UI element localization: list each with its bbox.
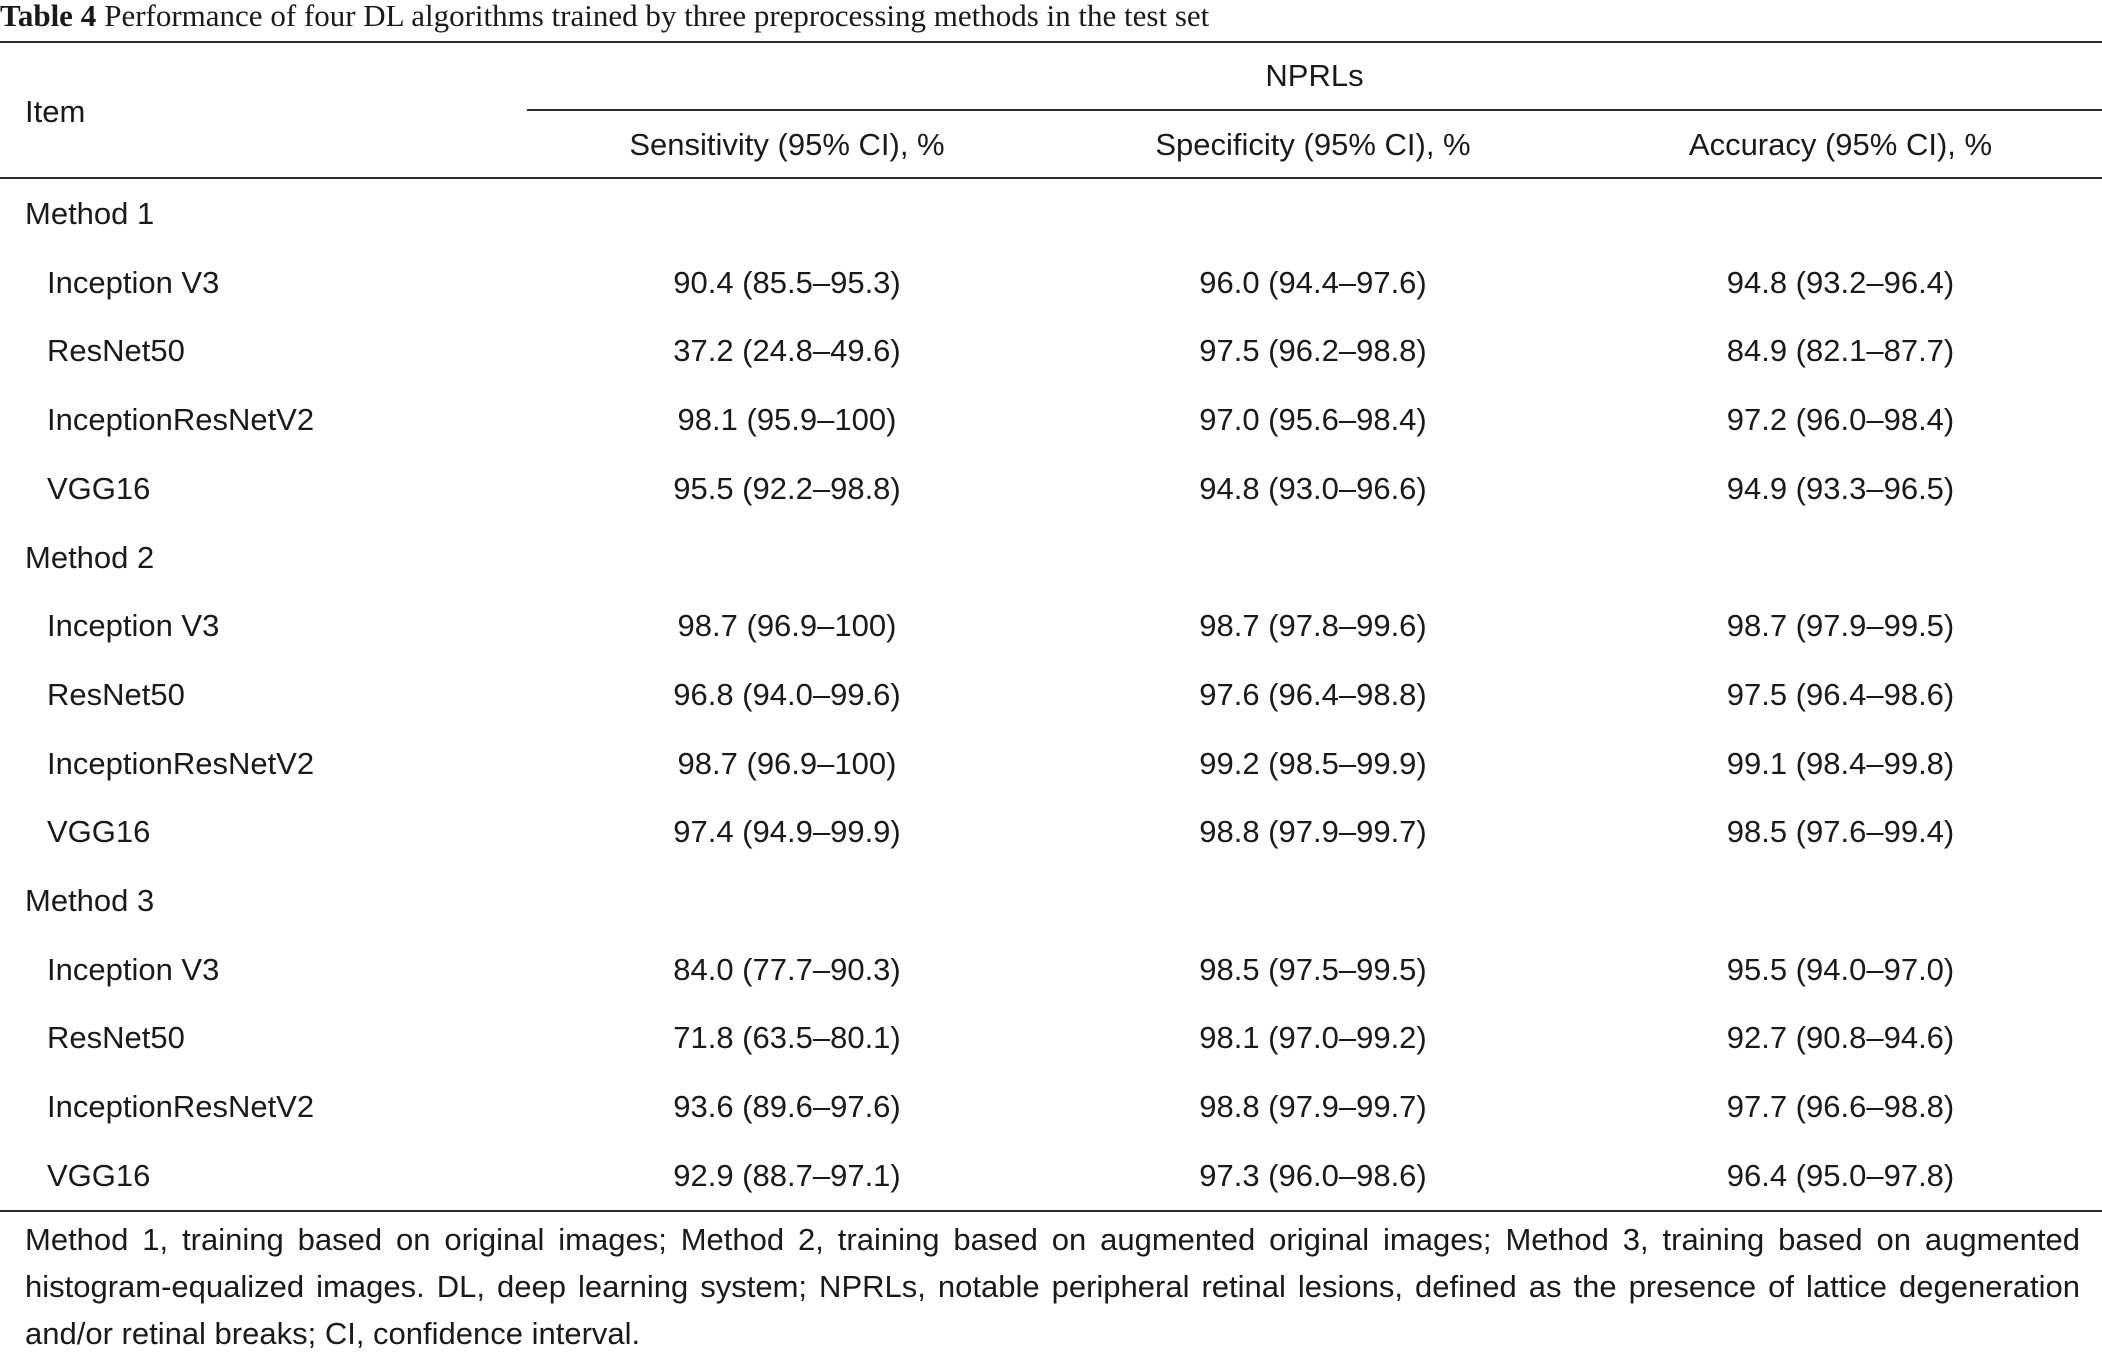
accuracy-cell: 94.8 (93.2–96.4) bbox=[1726, 265, 1955, 300]
model-row-label: ResNet50 bbox=[47, 333, 185, 368]
table-bottom-rule bbox=[0, 1210, 2102, 1212]
specificity-cell: 98.7 (97.8–99.6) bbox=[1199, 608, 1427, 643]
sensitivity-cell: 90.4 (85.5–95.3) bbox=[673, 265, 901, 300]
method-group-label: Method 2 bbox=[25, 540, 155, 575]
specificity-cell: 94.8 (93.0–96.6) bbox=[1199, 471, 1427, 506]
model-row-label: VGG16 bbox=[47, 814, 151, 849]
sensitivity-cell: 95.5 (92.2–98.8) bbox=[673, 471, 901, 506]
specificity-cell: 96.0 (94.4–97.6) bbox=[1199, 265, 1427, 300]
method-group-label: Method 3 bbox=[25, 883, 155, 918]
sensitivity-column-header: Sensitivity (95% CI), % bbox=[629, 127, 945, 162]
specificity-cell: 97.5 (96.2–98.8) bbox=[1199, 333, 1427, 368]
model-row-label: VGG16 bbox=[47, 1158, 151, 1193]
sensitivity-cell: 98.7 (96.9–100) bbox=[677, 608, 897, 643]
sensitivity-cell: 98.7 (96.9–100) bbox=[677, 746, 897, 781]
model-row-label: ResNet50 bbox=[47, 677, 185, 712]
specificity-cell: 98.5 (97.5–99.5) bbox=[1199, 952, 1427, 987]
accuracy-cell: 97.7 (96.6–98.8) bbox=[1726, 1089, 1955, 1124]
model-row-label: VGG16 bbox=[47, 471, 151, 506]
table-caption-label: Table 4 bbox=[0, 0, 97, 33]
model-row-label: Inception V3 bbox=[47, 608, 220, 643]
accuracy-cell: 92.7 (90.8–94.6) bbox=[1726, 1020, 1955, 1055]
sensitivity-cell: 71.8 (63.5–80.1) bbox=[673, 1020, 901, 1055]
accuracy-cell: 97.2 (96.0–98.4) bbox=[1726, 402, 1955, 437]
model-row-label: ResNet50 bbox=[47, 1020, 185, 1055]
model-row-label: InceptionResNetV2 bbox=[47, 746, 315, 781]
header-bottom-rule bbox=[0, 177, 2102, 179]
specificity-column-header: Specificity (95% CI), % bbox=[1155, 127, 1471, 162]
table-top-rule bbox=[0, 41, 2102, 43]
sensitivity-cell: 37.2 (24.8–49.6) bbox=[673, 333, 901, 368]
specificity-cell: 97.6 (96.4–98.8) bbox=[1199, 677, 1427, 712]
table-footnote: Method 1, training based on original images; Method 2, training based on augmented original images; Method 3, training based on augmented histogram-equalized images. DL, deep learning system; NPRLs, notable peripheral retinal lesions, defined as the presence of lattice degeneration and/or retinal breaks; CI, confidence interval. bbox=[25, 1222, 2080, 1351]
accuracy-cell: 97.5 (96.4–98.6) bbox=[1726, 677, 1955, 712]
model-row-label: Inception V3 bbox=[47, 952, 220, 987]
specificity-cell: 99.2 (98.5–99.9) bbox=[1199, 746, 1427, 781]
sensitivity-cell: 93.6 (89.6–97.6) bbox=[673, 1089, 901, 1124]
accuracy-cell: 98.7 (97.9–99.5) bbox=[1726, 608, 1955, 643]
accuracy-cell: 84.9 (82.1–87.7) bbox=[1726, 333, 1955, 368]
table-caption bbox=[0, 0, 1209, 36]
accuracy-cell: 95.5 (94.0–97.0) bbox=[1726, 952, 1955, 987]
specificity-cell: 97.0 (95.6–98.4) bbox=[1199, 402, 1427, 437]
model-row-label: Inception V3 bbox=[47, 265, 220, 300]
nprls-group-header: NPRLs bbox=[1265, 58, 1364, 93]
accuracy-cell: 96.4 (95.0–97.8) bbox=[1726, 1158, 1955, 1193]
specificity-cell: 98.8 (97.9–99.7) bbox=[1199, 814, 1427, 849]
sensitivity-cell: 98.1 (95.9–100) bbox=[677, 402, 897, 437]
accuracy-cell: 99.1 (98.4–99.8) bbox=[1726, 746, 1955, 781]
sensitivity-cell: 97.4 (94.9–99.9) bbox=[673, 814, 901, 849]
accuracy-cell: 98.5 (97.6–99.4) bbox=[1726, 814, 1955, 849]
item-column-header: Item bbox=[25, 94, 86, 129]
sensitivity-cell: 96.8 (94.0–99.6) bbox=[673, 677, 901, 712]
specificity-cell: 97.3 (96.0–98.6) bbox=[1199, 1158, 1427, 1193]
specificity-cell: 98.1 (97.0–99.2) bbox=[1199, 1020, 1427, 1055]
accuracy-cell: 94.9 (93.3–96.5) bbox=[1726, 471, 1955, 506]
sensitivity-cell: 84.0 (77.7–90.3) bbox=[673, 952, 901, 987]
table-caption-text: Performance of four DL algorithms trained by three preprocessing methods in the test set bbox=[104, 0, 1210, 33]
specificity-cell: 98.8 (97.9–99.7) bbox=[1199, 1089, 1427, 1124]
model-row-label: InceptionResNetV2 bbox=[47, 402, 315, 437]
group-header-rule bbox=[527, 109, 2102, 111]
accuracy-column-header: Accuracy (95% CI), % bbox=[1688, 127, 1993, 162]
model-row-label: InceptionResNetV2 bbox=[47, 1089, 315, 1124]
method-group-label: Method 1 bbox=[25, 196, 155, 231]
sensitivity-cell: 92.9 (88.7–97.1) bbox=[673, 1158, 901, 1193]
